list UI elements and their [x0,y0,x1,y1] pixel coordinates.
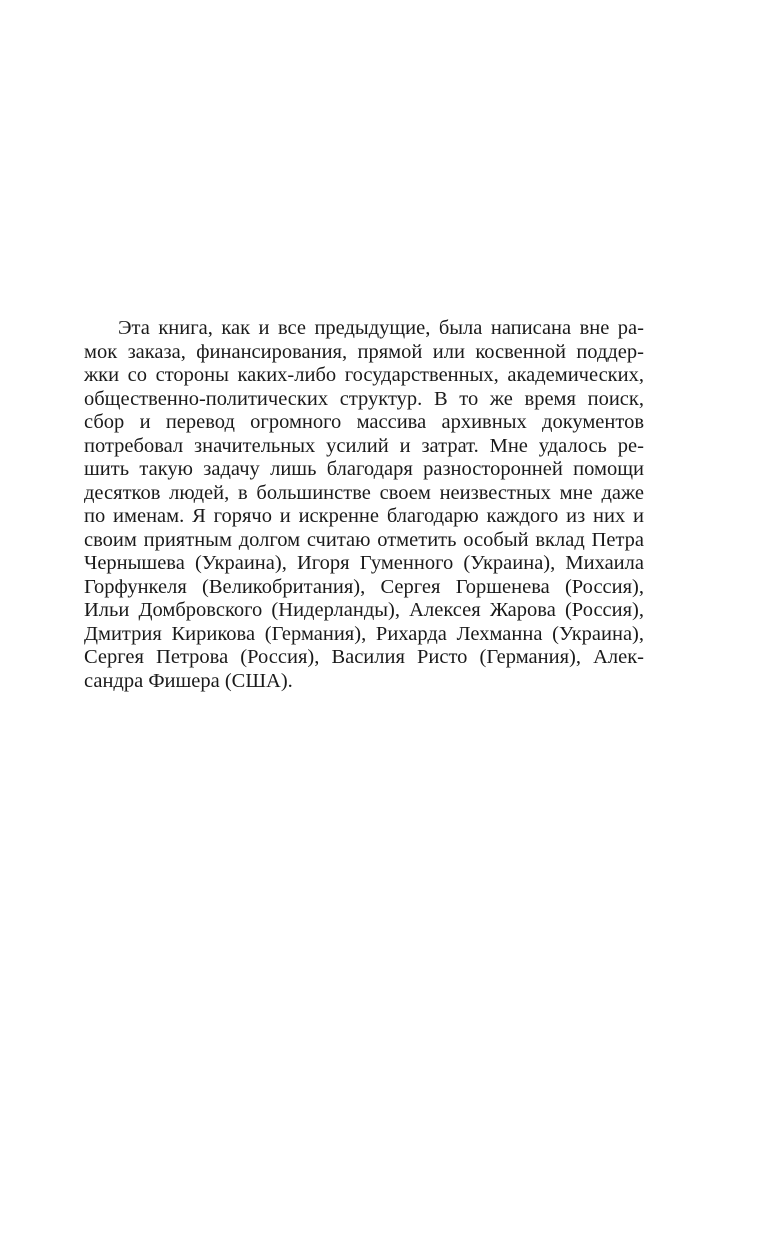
paragraph-line: сандра Фишера (США). [84,669,293,692]
paragraph-line: десятков людей, в большинстве своем неизвестных мне даже [84,481,644,504]
paragraph-line: Горфункеля (Великобритания), Сергея Горшенева (Россия), [84,575,644,598]
paragraph-line: Чернышева (Украина), Игоря Гуменного (Украина), Михаила [84,552,644,574]
paragraph-line: жки со стороны каких-либо государственных, академических, [84,364,644,386]
acknowledgment-paragraph [84,317,644,693]
paragraph-line: Ильи Домбровского (Нидерланды), Алексея Жарова (Россия), [84,599,644,621]
paragraph-line: мок заказа, финансирования, прямой или косвенной поддер- [84,340,644,363]
paragraph-line: Сергея Петрова (Россия), Василия Ристо (Германия), Алек- [84,646,644,668]
paragraph-line: потребовал значительных усилий и затрат. Мне удалось ре- [84,434,644,457]
paragraph-line: общественно-политических структур. В то же время поиск, [84,387,644,410]
paragraph-line: Эта книга, как и все предыдущие, была написана вне ра- [118,317,644,339]
paragraph-line: по именам. Я горячо и искренне благодарю каждого из них и [84,505,644,527]
paragraph-line: своим приятным долгом считаю отметить особый вклад Петра [84,528,644,551]
paragraph-line: шить такую задачу лишь благодаря разносторонней помощи [84,458,644,480]
paragraph-line: Дмитрия Кирикова (Германия), Рихарда Лехманна (Украина), [84,622,644,645]
paragraph-line: сбор и перевод огромного массива архивных документов [84,411,644,433]
